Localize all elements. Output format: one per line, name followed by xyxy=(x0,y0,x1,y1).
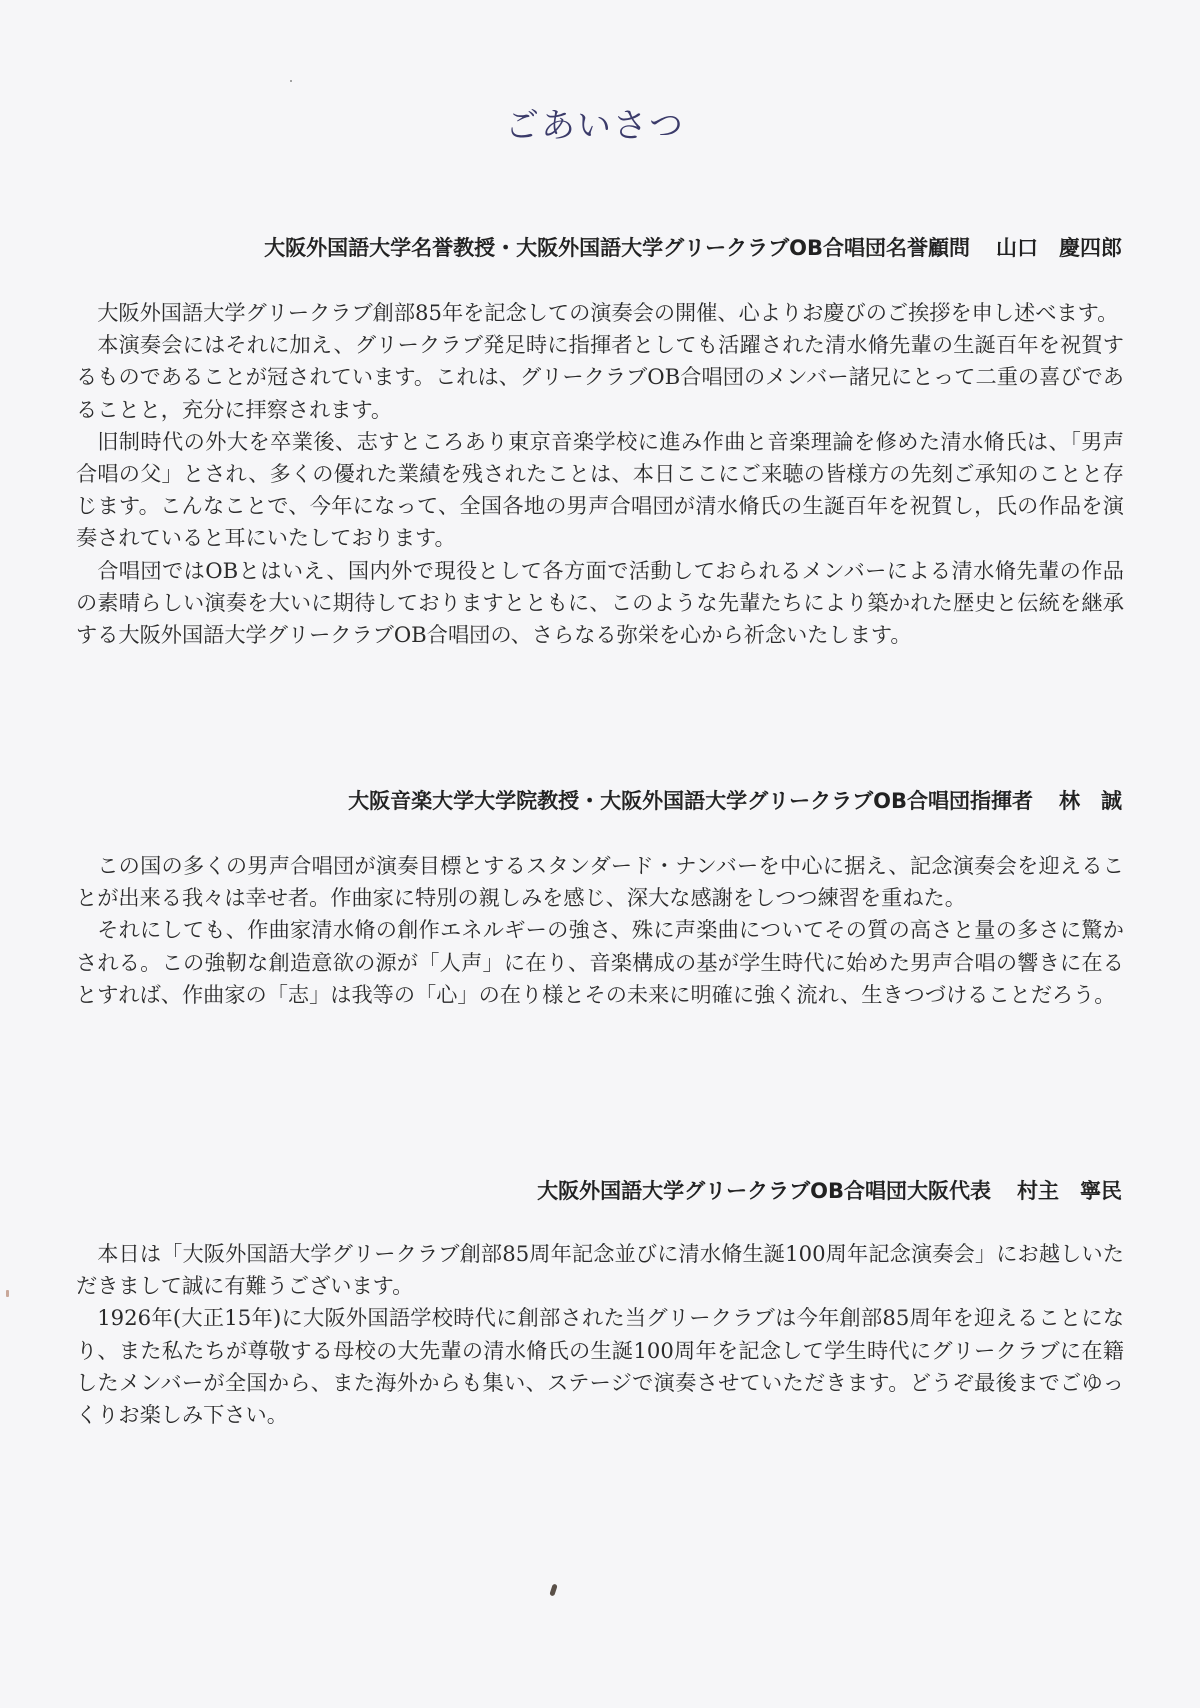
byline-hayashi xyxy=(348,785,1122,815)
paragraph: 大阪外国語大学グリークラブ創部85年を記念しての演奏会の開催、心よりお慶びのご挨拶を申し述べます。 xyxy=(97,300,1119,325)
byline-suguri xyxy=(537,1175,1122,1205)
paragraph: この国の多くの男声合唱団が演奏目標とするスタンダード・ナンバーを中心に据え、記念演奏会を迎えることが出来る我々は幸せ者。作曲家に特別の親しみを感じ、深大な感謝をしつつ練習を重ねた。 xyxy=(76,853,1124,911)
paragraph: それにしても、作曲家清水脩の創作エネルギーの強さ、殊に声楽曲についてその質の高さと量の多さに驚かされる。この強靭な創造意欲の源が「人声」に在り、音楽構成の基が学生時代に始めた男声合唱の響きに在るとすれば、作曲家の「志」は我等の「心」の在り様とその未来に明確に強く流れ、生きつづけることだろう。 xyxy=(76,917,1124,1007)
scan-speck xyxy=(6,1290,9,1297)
paragraph: 合唱団ではOBとはいえ、国内外で現役として各方面で活動しておられるメンバーによる清水脩先輩の作品の素晴らしい演奏を大いに期待しておりますとともに、このような先輩たちにより築かれた歴史と伝統を継承する大阪外国語大学グリークラブOB合唱団の、さらなる弥栄を心から祈念いたします。 xyxy=(76,557,1124,648)
greeting-text-yamaguchi xyxy=(76,297,1124,651)
byline-affiliation: 大阪音楽大学大学院教授・大阪外国語大学グリークラブOB合唱団指揮者 xyxy=(348,789,1033,813)
paragraph: 1926年(大正15年)に大阪外国語学校時代に創部された当グリークラブは今年創部85周年を迎えることになり、また私たちが尊敬する母校の大先輩の清水脩氏の生誕100周年を記念して学生時代にグリークラブに在籍したメンバーが全国から、また海外からも集い、ステージで演奏させていただきます。どうぞ最後までごゆっくりお楽しみ下さい。 xyxy=(76,1305,1124,1428)
page-title: ごあいさつ xyxy=(505,106,685,146)
byline-name: 村主 寧民 xyxy=(1017,1179,1122,1203)
paragraph: 本演奏会にはそれに加え、グリークラブ発足時に指揮者としても活躍された清水脩先輩の生誕百年を祝賀するものであることが冠されています。これは、グリークラブOB合唱団のメンバー諸兄にとって二重の喜びであることと，充分に拝察されます。 xyxy=(76,332,1124,422)
paragraph: 旧制時代の外大を卒業後、志すところあり東京音楽学校に進み作曲と音楽理論を修めた清水脩氏は、「男声合唱の父」とされ、多くの優れた業績を残されたことは、本日ここにご来聴の皆様方の先刻ご承知のことと存じます。こんなことで、今年になって、全国各地の男声合唱団が清水脩氏の生誕百年を祝賀し，氏の作品を演奏されていると耳にいたしております。 xyxy=(76,428,1124,551)
scan-speck xyxy=(549,1584,557,1597)
byline-affiliation: 大阪外国語大学名誉教授・大阪外国語大学グリークラブOB合唱団名誉顧問 xyxy=(264,236,970,260)
scan-speck xyxy=(290,80,292,82)
greeting-text-suguri xyxy=(76,1238,1124,1431)
greeting-text-hayashi xyxy=(76,850,1124,1011)
byline-name: 林 誠 xyxy=(1059,789,1122,813)
byline-affiliation: 大阪外国語大学グリークラブOB合唱団大阪代表 xyxy=(537,1179,991,1203)
byline-yamaguchi xyxy=(264,232,1122,262)
byline-name: 山口 慶四郎 xyxy=(996,236,1122,260)
paragraph: 本日は「大阪外国語大学グリークラブ創部85周年記念並びに清水脩生誕100周年記念演奏会」にお越しいただきまして誠に有難うございます。 xyxy=(76,1241,1124,1299)
